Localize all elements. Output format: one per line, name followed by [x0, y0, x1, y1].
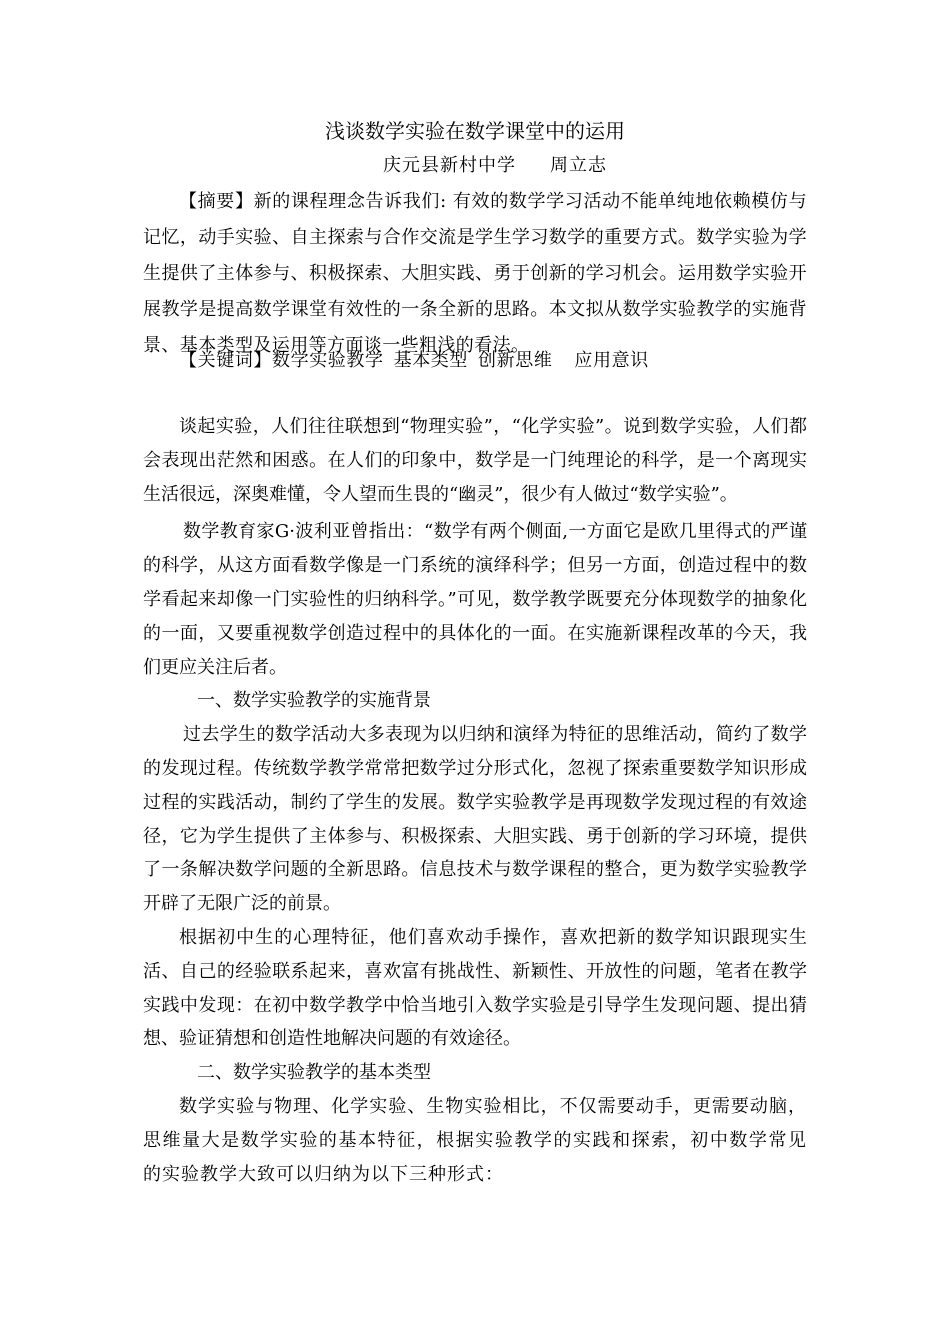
keyword: 应用意识: [574, 350, 649, 371]
keyword: 基本类型: [393, 350, 469, 371]
paragraph: 根据初中生的心理特征，他们喜欢动手操作，喜欢把新的数学知识跟现实生活、自己的经验联系起来，喜欢富有挑战性、新颖性、开放性的问题，笔者在教学实践中发现：在初中数学教学中恰当地引入数学实验是引导学生发现问题、提出猜想、验证猜想和创造性地解决问题的有效途径。: [143, 926, 807, 1050]
author-school: 庆元县新村中学: [383, 155, 516, 176]
document-title: 浅谈数学实验在数学课堂中的运用: [325, 119, 625, 143]
keyword: 创新思维: [478, 350, 553, 371]
paragraph: 数学教育家G·波利亚曾指出：“数学有两个侧面,一方面它是欧几里得式的严谨的科学，从这方面看数学像是一门系统的演绎科学；但另一方面，创造过程中的数学看起来却像一门实验性的归纳科学。”可见，数学教学既要充分体现数学的抽象化的一面，又要重视数学创造过程中的具体化的一面。在实施新课程改革的今天，我们更应关注后者。: [143, 521, 807, 678]
keyword: 数学实验教学: [272, 350, 384, 371]
paragraph: 谈起实验，人们往往联想到“物理实验”，“化学实验”。说到数学实验，人们都会表现出茫然和困惑。在人们的印象中，数学是一门纯理论的科学，是一个离现实生活很远，深奥难懂，令人望而生畏的“幽灵”，很少有人做过“数学实验”。: [143, 416, 807, 505]
section-heading: 二、数学实验教学的基本类型: [197, 1062, 431, 1084]
keywords-label: 【关键词】: [179, 350, 272, 371]
keywords-line: [179, 346, 807, 376]
paragraph: 数学实验与物理、化学实验、生物实验相比，不仅需要动手，更需要动脑，思维量大是数学实验的基本特征，根据实验教学的实践和探索，初中数学常见的实验教学大致可以归纳为以下三种形式：: [143, 1095, 807, 1185]
section-heading: 一、数学实验教学的实施背景: [197, 690, 431, 712]
abstract: 【摘要】新的课程理念告诉我们: 有效的数学学习活动不能单纯地依赖模仿与记忆，动手实验、自主探索与合作交流是学生学习数学的重要方式。数学实验为学生提供了主体参与、积极探索、大胆实践、勇于创新的学习机会。运用数学实验开展教学是提高数学课堂有效性的一条全新的思路。本文拟从数学实验教学的实施背景、基本类型及运用等方面谈一些粗浅的看法。: [143, 191, 807, 356]
author-name: 周立志: [550, 155, 607, 176]
author-line: [0, 152, 950, 180]
body-text: [143, 410, 807, 1191]
paragraph: 过去学生的数学活动大多表现为以归纳和演绎为特征的思维活动，简约了数学的发现过程。传统数学教学常常把数学过分形式化，忽视了探索重要数学知识形成过程的实践活动，制约了学生的发展。数学实验教学是再现数学发现过程的有效途径，它为学生提供了主体参与、积极探索、大胆实践、勇于创新的学习环境，提供了一条解决数学问题的全新思路。信息技术与数学课程的整合，更为数学实验教学开辟了无限广泛的前景。: [143, 724, 807, 915]
